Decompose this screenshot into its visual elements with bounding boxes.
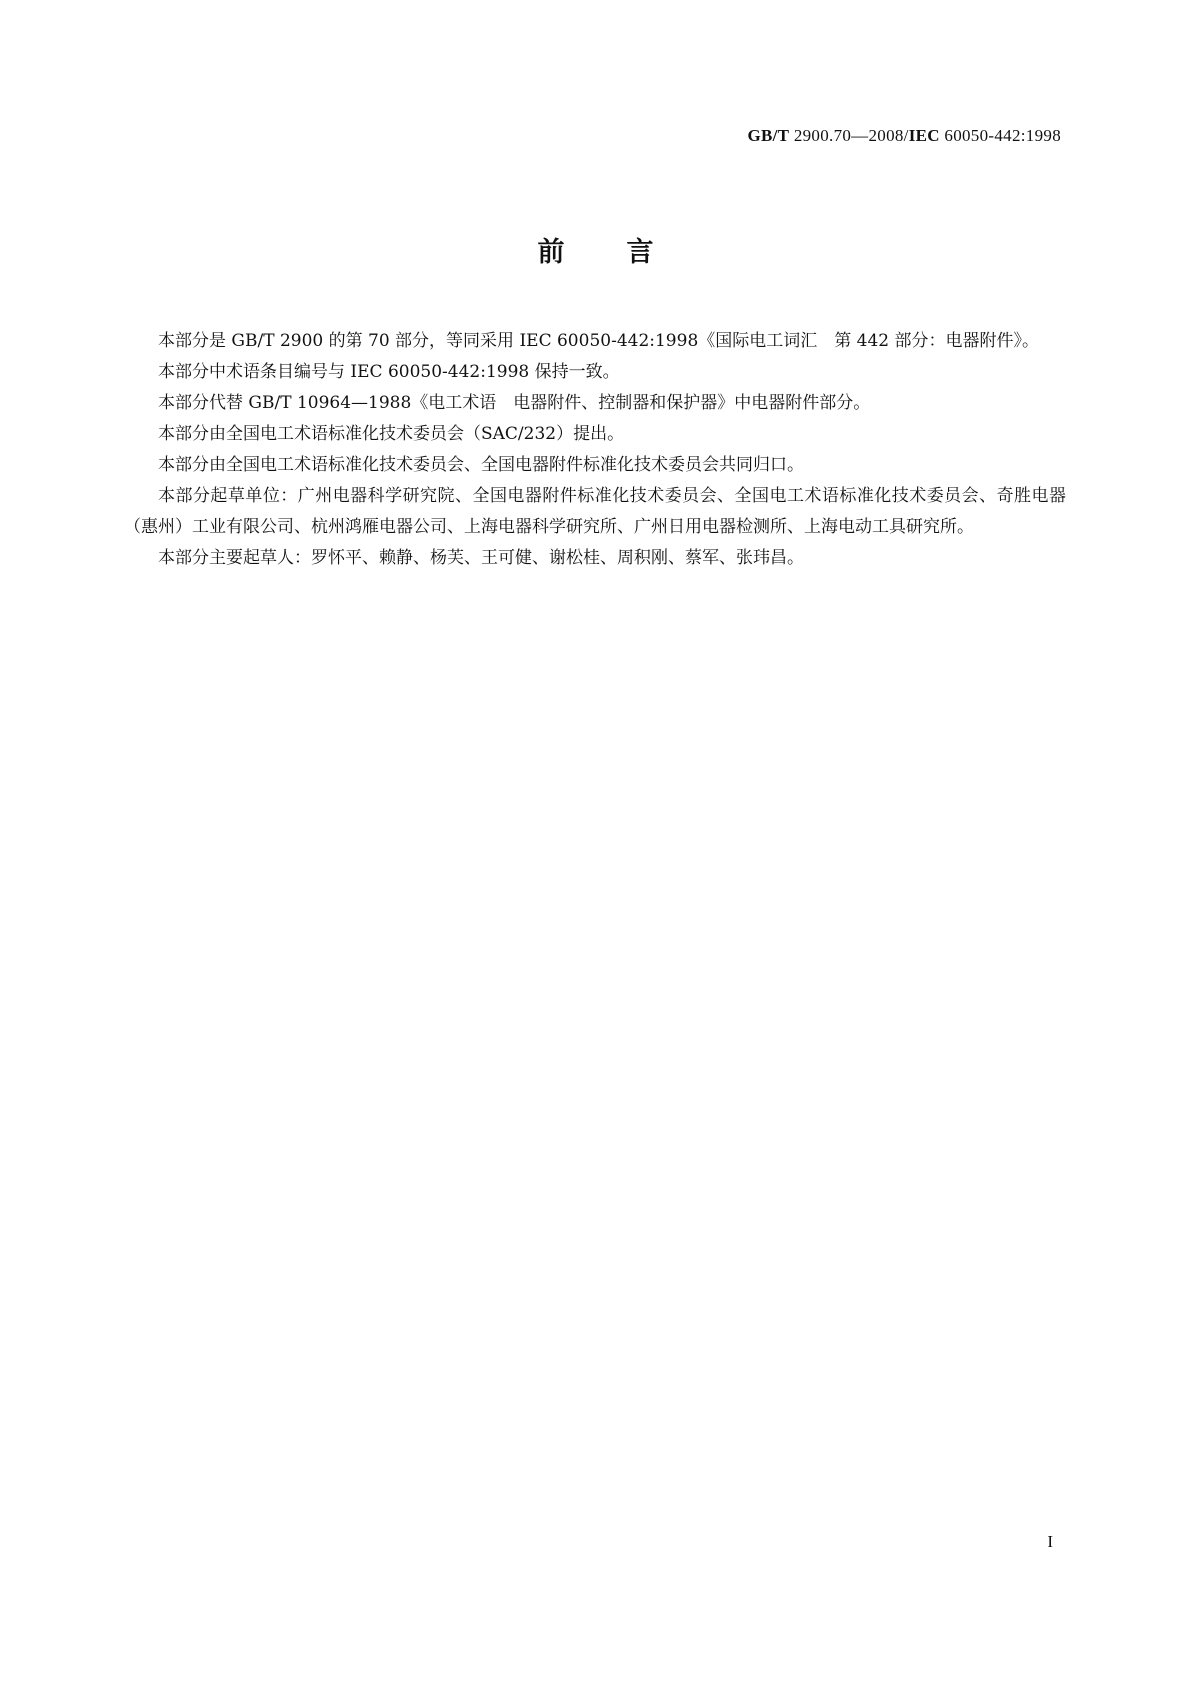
paragraph-replaces: 本部分代替 GB/T 10964—1988《电工术语 电器附件、控制器和保护器》中电器附件部分。	[158, 393, 871, 413]
page-title	[0, 230, 1191, 269]
title-char-1: 前	[537, 237, 565, 268]
paragraph-numbering: 本部分中术语条目编号与 IEC 60050-442:1998 保持一致。	[158, 362, 620, 382]
paragraph-administered-by: 本部分由全国电工术语标准化技术委员会、全国电器附件标准化技术委员会共同归口。	[158, 455, 804, 475]
paragraph-drafters: 本部分主要起草人：罗怀平、赖静、杨芙、王可健、谢松桂、周积刚、蔡军、张玮昌。	[158, 548, 804, 568]
paragraph-scope: 本部分是 GB/T 2900 的第 70 部分，等同采用 IEC 60050-442:1998《国际电工词汇 第 442 部分：电器附件》。	[158, 331, 1040, 351]
page-number: I	[1047, 1532, 1053, 1551]
foreword-body	[124, 326, 1066, 574]
standard-number-header	[747, 126, 1061, 146]
paragraph-proposed-by: 本部分由全国电工术语标准化技术委员会（SAC/232）提出。	[158, 424, 625, 444]
gbt-number: 2900.70—2008/	[789, 126, 909, 145]
title-char-2: 言	[626, 237, 654, 268]
paragraph-drafting-units: 本部分起草单位：广州电器科学研究院、全国电器附件标准化技术委员会、全国电工术语标准化技术委员会、奇胜电器（惠州）工业有限公司、杭州鸿雁电器公司、上海电器科学研究所、广州日用电器检测所、上海电动工具研究所。	[124, 486, 1066, 537]
gbt-prefix: GB/T	[747, 126, 790, 145]
iec-number: 60050-442:1998	[939, 126, 1061, 145]
iec-prefix: IEC	[908, 126, 940, 145]
